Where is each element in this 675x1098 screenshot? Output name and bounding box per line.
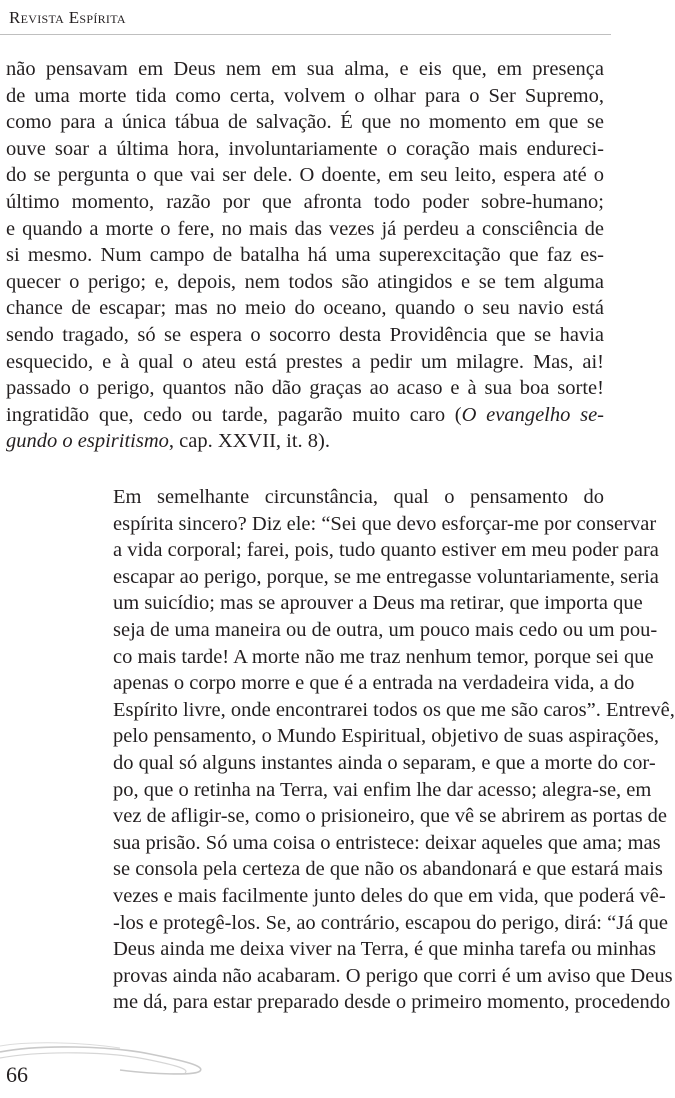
text-line: co mais tarde! A morte não me traz nenhum temor, porque sei que	[113, 645, 654, 668]
body-paragraph-2	[6, 484, 675, 1016]
text-line: pelo pensamento, o Mundo Espiritual, objetivo de suas aspirações,	[113, 725, 659, 748]
text-line: vez de afligir-se, como o prisioneiro, que vê se abrirem as portas de	[113, 805, 668, 828]
text-line	[6, 428, 604, 455]
text-line: provas ainda não acabaram. O perigo que corri é um aviso que Deus	[113, 964, 673, 987]
header-divider	[0, 34, 611, 35]
text-line: passado o perigo, quantos não dão graças ao acaso e à sua boa sorte!	[6, 377, 604, 400]
text-line: me dá, para estar preparado desde o primeiro momento, procedendo	[113, 991, 671, 1014]
footer-swoosh-ornament	[0, 1040, 230, 1080]
text-line: ouve soar a última hora, involuntariamente o coração mais endureci-	[6, 137, 604, 160]
text-line	[6, 402, 604, 429]
text-line: sendo tragado, só se espera o socorro desta Providência que se havia	[6, 323, 604, 346]
text-line: último momento, razão por que afronta todo poder sobre-humano;	[6, 190, 604, 213]
running-header: Revista Espírita	[9, 8, 126, 27]
page-number: 66	[6, 1062, 28, 1087]
text-line: po, que o retinha na Terra, vai enfim lhe dar acesso; alegra-se, em	[113, 778, 652, 801]
text-line: escapar ao perigo, porque, se me entregasse voluntariamente, seria	[113, 565, 659, 588]
text-line: não pensavam em Deus nem em sua alma, e eis que, em presença	[6, 58, 604, 80]
text-line: espírita sincero? Diz ele: “Sei que devo esforçar-me por conservar	[113, 512, 657, 535]
text-line: e quando a morte o fere, no mais das vezes já perdeu a consciência de	[6, 217, 604, 240]
text-line: sua prisão. Só uma coisa o entristece: deixar aqueles que ama; mas	[113, 831, 661, 854]
text-line: seja de uma maneira ou de outra, um pouco mais cedo ou um pou-	[113, 618, 658, 641]
text-segment: ingratidão que, cedo ou tarde, pagarão muito caro (	[6, 403, 462, 426]
citation-book-title: gundo o espiritismo	[6, 430, 169, 453]
text-line: do se pergunta o que vai ser dele. O doente, em seu leito, espera até o	[6, 164, 604, 187]
text-line: Deus ainda me deixa viver na Terra, é que minha tarefa ou minhas	[113, 938, 656, 961]
text-line: -los e protegê-los. Se, ao contrário, escapou do perigo, dirá: “Já que	[113, 911, 669, 934]
text-line: quecer o perigo; e, depois, nem todos são atingidos e se tem alguma	[6, 270, 604, 293]
citation-book-title: O evangelho se-	[461, 403, 604, 426]
text-line: como para a única tábua de salvação. É que no momento em que se	[6, 111, 604, 134]
text-line: chance de escapar; mas no meio do oceano, quando o seu navio está	[6, 297, 604, 320]
text-line: vezes e mais facilmente junto deles do que em vida, que poderá vê-	[113, 884, 666, 907]
text-line: de uma morte tida como certa, volvem o olhar para o Ser Supremo,	[6, 84, 604, 107]
citation-reference: , cap. XXVII, it. 8).	[168, 430, 330, 453]
text-line: apenas o corpo morre e que é a entrada na verdadeira vida, a do	[113, 672, 635, 695]
text-line: se consola pela certeza de que não os abandonará e que estará mais	[113, 858, 663, 881]
text-line: Espírito livre, onde encontrarei todos os que me são caros”. Entrevê,	[113, 698, 675, 721]
text-line: do qual só alguns instantes ainda o separam, e que a morte do cor-	[113, 751, 656, 774]
text-line: a vida corporal; farei, pois, tudo quanto estiver em meu poder para	[113, 539, 659, 562]
text-line: Em semelhante circunstância, qual o pensamento do	[113, 486, 604, 508]
text-line: si mesmo. Num campo de batalha há uma superexcitação que faz es-	[6, 244, 604, 267]
text-line: um suicídio; mas se aprouver a Deus ma retirar, que importa que	[113, 592, 643, 615]
text-line: esquecido, e à qual o ateu está prestes a pedir um milagre. Mas, ai!	[6, 350, 604, 373]
body-paragraph-1	[6, 56, 604, 455]
